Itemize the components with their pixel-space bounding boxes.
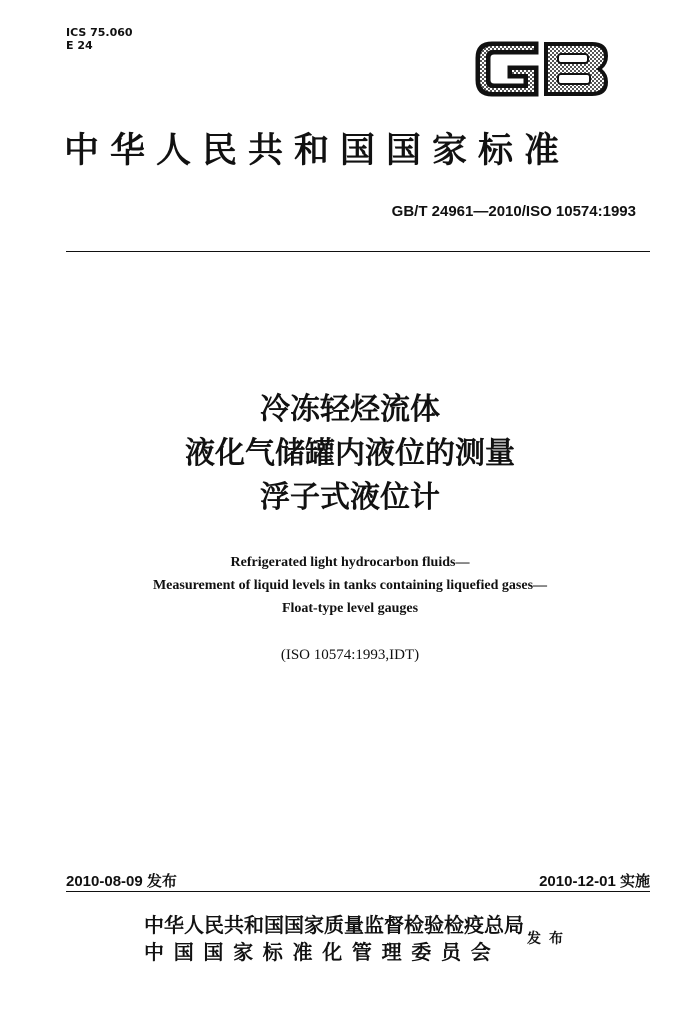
iso-reference: (ISO 10574:1993,IDT) [280,647,420,663]
english-title-line-1: Refrigerated light hydrocarbon fluids— [230,555,470,570]
top-divider [66,251,650,252]
english-title-line-3: Float-type level gauges [281,601,419,616]
ics-code: ICS 75.060 [66,26,133,39]
classification-codes [66,26,133,52]
chinese-title-line-2: 液化气储罐内液位的测量 [185,436,515,471]
issuer-aqsiq: 中华人民共和国国家质量监督检验检疫总局 [144,913,524,937]
gb-logo [472,36,612,102]
standard-category-title: 中华人民共和国国家标准 [64,130,571,171]
issuer-sac: 中国国家标准化管理委员会 [144,940,501,964]
issue-date: 2010-08-09 发布 [66,873,177,890]
chinese-title [0,388,700,520]
chinese-title-line-3: 浮子式液位计 [260,480,440,515]
bottom-divider [66,891,650,892]
english-title-line-2: Measurement of liquid levels in tanks containing liquefied gases— [152,578,548,593]
standard-number: GB/T 24961—2010/ISO 10574:1993 [391,203,636,220]
publish-label: 发布 [527,931,571,947]
english-title [0,551,700,620]
implementation-date: 2010-12-01 实施 [539,873,650,890]
ccs-code: E 24 [66,39,93,52]
issuing-authorities [144,912,524,966]
chinese-title-line-1: 冷冻轻烃流体 [260,392,440,427]
